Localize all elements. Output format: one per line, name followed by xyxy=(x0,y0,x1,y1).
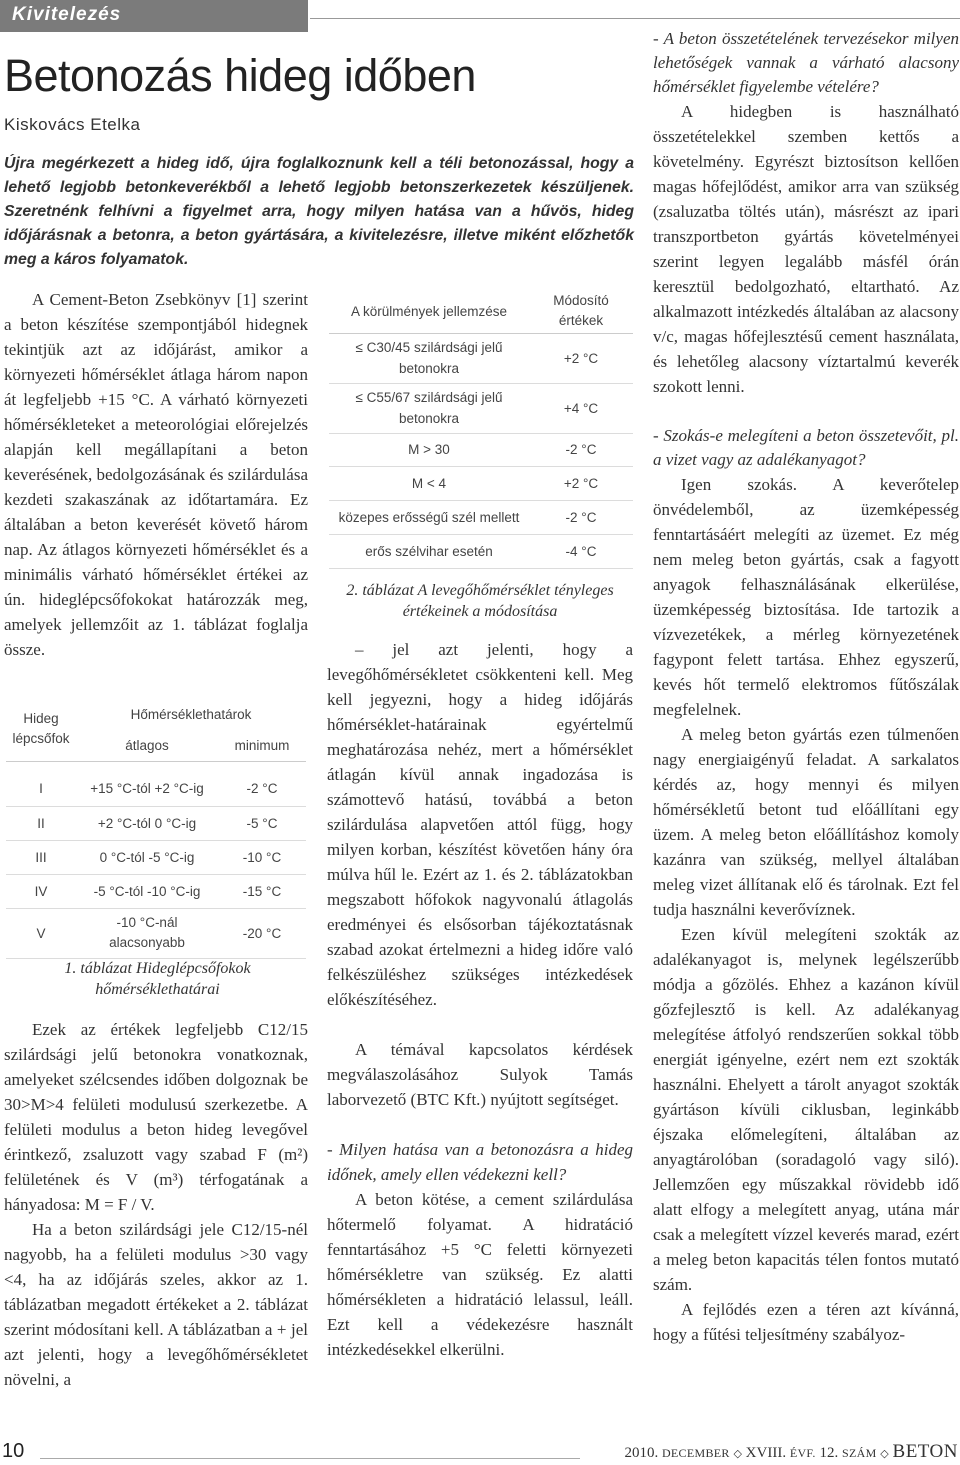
footer-issue: 12. xyxy=(819,1445,839,1461)
lead-paragraph: Újra megérkezett a hideg idő, újra foglalkoznunk kell a téli betonozással, hogy a lehető legjobb betonkeverékből a lehető legjobb betonszerkezetek készüljenek. Szeretnénk felhívni a figyelmet arra, hogy milyen hatása van a hűvös, hideg időjárásnak a betonra, a beton gyártására, a kivitelezésre, illetve miként előzhetők meg a káros folyamatok. xyxy=(4,155,634,268)
table1-step: I xyxy=(6,772,76,806)
question: - Milyen hatása van a betonozásra a hideg időnek, amely ellen védekezni kell? xyxy=(327,1140,633,1184)
table2-head-cond: A körülmények jellemzése xyxy=(329,290,529,333)
diamond-icon: ◇ xyxy=(880,1448,889,1460)
diamond-icon: ◇ xyxy=(733,1448,742,1460)
table-row xyxy=(6,874,306,908)
footer-year: 2010. xyxy=(624,1445,659,1461)
table-row xyxy=(329,433,633,466)
table1-step: III xyxy=(6,840,76,874)
table2-cond: ≤ C55/67 szilárdsági jelű betonokra xyxy=(329,383,529,433)
paragraph: Igen szokás. A keverőtelep önvédelemből, az üzemképesség fenntartásáért melegíti az üzemet. Ez még nem meleg beton gyártás, csak a fagyott anyagok felhasználásának elkerülése, üzemképesség biztosítása. Ide tartozik a vízvezetékek, a mérleg környezetének fagypont felett tartása. Ehhez egyszerű, kevés hőt termelő elektromos fűtőszálak megfelelnek. xyxy=(653,475,959,719)
table-1 xyxy=(6,697,306,959)
column-3 xyxy=(653,27,959,1347)
table-row xyxy=(329,534,633,568)
table-row xyxy=(329,333,633,383)
footer-rule xyxy=(40,1458,580,1459)
page-number: 10 xyxy=(2,1440,25,1462)
table1-min: -10 °C xyxy=(218,840,306,874)
footer-month: DECEMBER xyxy=(661,1446,730,1460)
section-bar xyxy=(0,0,308,32)
table-row xyxy=(329,500,633,534)
table2-cond: ≤ C30/45 szilárdsági jelű betonokra xyxy=(329,333,529,383)
table1-min: -15 °C xyxy=(218,874,306,908)
paragraph: A hidegben is használható összetételekkel szemben kettős a követelmény. Egyrészt biztosítson kellően magas hőfejlődést, amikor arra van szükség (zsaluzatba töltés után), másrészt az ipari transzportbeton gyártás követelményei szerint legyen legalább másfél órán keresztül bedolgozható, eltartható. Az alkalmazott intézkedés általában az alacsony v/c, magas hőfejlesztésű cement használata, és lehetőleg alacsony víztartalmú keverék szokott lenni. xyxy=(653,102,959,396)
paragraph: Ha a beton szilárdsági jele C12/15-nél nagyobb, ha a felületi modulus >30 vagy <4, ha az időjárás szeles, akkor az 1. táblázatban megadott értékeket a 2. táblázat szerint módosítani kell. A táblázatban a + jel azt jelenti, hogy a levegőhőmérsékletet növelni, a xyxy=(4,1220,308,1389)
table2-mod: -2 °C xyxy=(529,433,633,466)
table2-cond: M < 4 xyxy=(329,466,529,500)
table1-step: II xyxy=(6,806,76,840)
table1-avg: -10 °C-nál alacsonyabb xyxy=(76,908,218,958)
table1-head-avg: átlagos xyxy=(76,731,218,761)
table-row xyxy=(6,772,306,806)
table1-head-step: Hideg lépcsőfok xyxy=(6,697,76,761)
table-row xyxy=(6,806,306,840)
footer-info xyxy=(624,1441,958,1463)
question: - A beton összetételének tervezésekor milyen lehetőségek vannak a várható alacsony hőmérséklet figyelembe vételére? xyxy=(653,29,959,96)
table-row xyxy=(6,840,306,874)
column-1-top xyxy=(4,287,308,662)
table1-avg: +2 °C-tól 0 °C-ig xyxy=(76,806,218,840)
footer-szam: SZÁM xyxy=(842,1446,877,1460)
table-row xyxy=(329,383,633,433)
paragraph: A Cement-Beton Zsebkönyv [1] szerint a beton készítése szempontjából hidegnek tekintjük azt az időjárást, amikor a környezeti hőmérséklet átlaga három napon át legfeljebb +15 °C. A várható környezeti hőmérsékleteket a meteorológiai előrejelzés alapján kell megállapítani a beton keverésének, bedolgozásának és szilárdulása kezdeti szakaszának az időtartamára. Ez általában a beton keverését követő három nap. Az átlagos környezeti hőmérséklet és a minimális várható hőmérséklet értékei az ún. hideglépcsőfokokat határozzák meg, amelyek jellemzőit az 1. táblázat foglalja össze. xyxy=(4,290,308,659)
table1-head-range: Hőmérséklethatárok xyxy=(130,706,252,722)
author: Kiskovács Etelka xyxy=(4,115,141,134)
paragraph: Ezek az értékek legfeljebb C12/15 szilárdsági jelű betonokra vonatkoznak, amelyeket szélcsendes időben dolgoznak be 30>M>4 felületi modulusú szerkezetbe. A felületi modulus a beton hideg levegővel érintkező, zsaluzott vagy szabad F (m²) felületének és V (m³) térfogatának a hányadosa: M = F / V. xyxy=(4,1020,308,1214)
table2-mod: -2 °C xyxy=(529,500,633,534)
header-rule xyxy=(310,18,960,19)
table2-mod: +2 °C xyxy=(529,333,633,383)
section-label: Kivitelezés xyxy=(12,4,122,25)
paragraph: A témával kapcsolatos kérdések megválaszolásához Sulyok Tamás laborvezető (BTC Kft.) nyújtott segítséget. xyxy=(327,1040,633,1109)
table2-cond: M > 30 xyxy=(329,433,529,466)
table2-cond: közepes erősségű szél mellett xyxy=(329,500,529,534)
table-2 xyxy=(329,290,633,569)
table2-caption: 2. táblázat A levegőhőmérséklet tényleges értékeinek a módosítása xyxy=(346,582,614,620)
table1-min: -2 °C xyxy=(218,772,306,806)
table1-min: -5 °C xyxy=(218,806,306,840)
table1-step: IV xyxy=(6,874,76,908)
table1-avg: 0 °C-tól -5 °C-ig xyxy=(76,840,218,874)
footer-volume: XVIII. xyxy=(745,1445,787,1461)
table1-step: V xyxy=(6,908,76,958)
paragraph: Ezen kívül melegíteni szokták az adalékanyagot is, melynek legélszerűbb módja a gőzölés. Ehhez a kazánon kívül gőzfejlesztő is kell. Az adalékanyag melegítése átfolyó rendszerűen sokkal több energiát igényelne, ezért nem ezt szokták használni. Ehelyett a tárolt anyagot szokták gyártáson kívüli ciklusban, leginkább éjszaka előmelegíteni, általában az anyagtárolóban (soradagoló vagy siló). Jellemzően egy műszakkal rövidebb idő alatt elfogy a melegített anyag, utána már csak a melegített vízzel keverés marad, ezért a meleg beton kapacitás télen fontos mutató szám. xyxy=(653,925,959,1294)
footer-brand: BETON xyxy=(892,1441,958,1462)
table-row xyxy=(6,908,306,958)
table2-cond: erős szélvihar esetén xyxy=(329,534,529,568)
table1-caption: 1. táblázat Hideglépcsőfokok hőmérséklethatárai xyxy=(64,960,251,998)
article-title: Betonozás hideg időben xyxy=(4,50,476,101)
paragraph: A meleg beton gyártás ezen túlmenően nagy energiaigényű feladat. A sarkalatos kérdés az, hogy mennyi és milyen hőmérsékletű betont tud előállítani egy üzem. A meleg beton előállításhoz komoly kazánra van szükség, mellyel általában meleg vizet állítanak elő és tárolnak. Ezt fel tudja használni keverővíznek. xyxy=(653,725,959,919)
column-2 xyxy=(327,637,633,1362)
table-row xyxy=(329,466,633,500)
table2-head-mod: Módosító értékek xyxy=(529,290,633,333)
paragraph: – jel azt jelenti, hogy a levegőhőmérsékletet csökkenteni kell. Meg kell jegyezni, hogy a hideg időjárás hőmérséklet-határainak egyértelmű meghatározása nehéz, mert a hőmérséklet átlagán kívül annak ingadozása is számottevő hatású, továbbá a beton szilárdulása alapvetően attól függ, hogy milyen korban, készítést követően hány óra múlva hűl le. Ezért az 1. és 2. táblázatokban megszabott hőfokok nagyvonalú átlagolás eredményei és elsősorban tájékoztatásnak szabad azokat értelmezni a hideg időre való felkészüléshez szükséges intézkedések előkészítéséhez. xyxy=(327,640,633,1009)
question: - Szokás-e melegíteni a beton összetevőit, pl. a vizet vagy az adalékanyagot? xyxy=(653,426,959,469)
table1-min: -20 °C xyxy=(218,908,306,958)
paragraph: A fejlődés ezen a téren azt kívánná, hogy a fűtési teljesítmény szabályoz- xyxy=(653,1300,959,1344)
table2-mod: +2 °C xyxy=(529,466,633,500)
table1-avg: +15 °C-tól +2 °C-ig xyxy=(76,772,218,806)
table1-avg: -5 °C-tól -10 °C-ig xyxy=(76,874,218,908)
table1-head-min: minimum xyxy=(218,731,306,761)
column-1-bottom xyxy=(4,1017,308,1392)
table2-mod: -4 °C xyxy=(529,534,633,568)
table2-mod: +4 °C xyxy=(529,383,633,433)
paragraph: A beton kötése, a cement szilárdulása hőtermelő folyamat. A hidratáció fenntartásához +5 °C feletti környezeti hőmérsékletre van szükség. Ez alatti hőmérsékleten a hidratáció lelassul, leáll. Ezt kell a védekezésre használt intézkedésekkel elkerülni. xyxy=(327,1190,633,1359)
footer-evf: ÉVF. xyxy=(789,1446,816,1460)
